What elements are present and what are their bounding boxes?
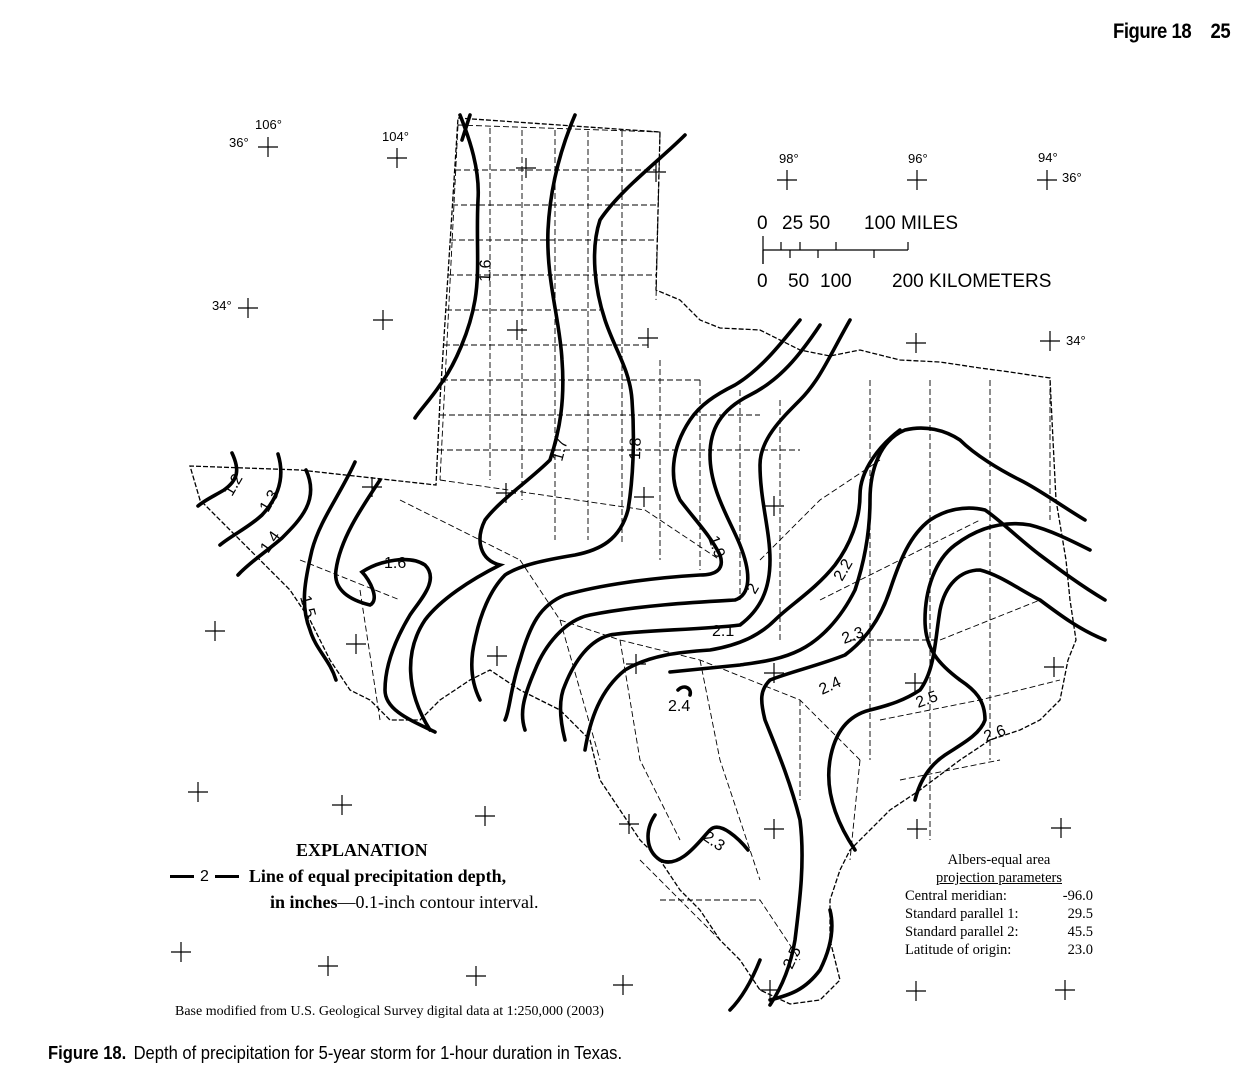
contour-label-1-7: 1.7 bbox=[549, 437, 572, 464]
contour-labels bbox=[220, 259, 1012, 972]
projection-subtitle: projection parameters bbox=[935, 870, 1062, 886]
contour-label-2: 2 bbox=[743, 580, 763, 597]
explanation-title: EXPLANATION bbox=[296, 840, 428, 860]
legend-unit: in inches bbox=[270, 892, 338, 912]
lat-label-36-west: 36° bbox=[229, 135, 249, 150]
projection-row bbox=[905, 905, 1093, 923]
projection-value: 23.0 bbox=[1067, 942, 1093, 958]
scale-mile-100: 100 MILES bbox=[864, 213, 958, 234]
contour-label-2-2: 2.2 bbox=[830, 556, 857, 584]
contour-label-2-3-south: 2.3 bbox=[699, 828, 728, 856]
scale-km-50: 50 bbox=[788, 271, 810, 292]
contour-label-2-5-south: 2.5 bbox=[780, 944, 806, 972]
scale-bar bbox=[763, 236, 908, 264]
contour-label-2-6: 2.6 bbox=[981, 722, 1009, 746]
projection-label: Standard parallel 1: bbox=[905, 906, 1019, 922]
projection-value: 29.5 bbox=[1067, 906, 1093, 922]
projection-row bbox=[905, 887, 1093, 905]
contour-2-4-loop bbox=[678, 687, 690, 695]
contour-label-1-6-west: 1.6 bbox=[384, 555, 407, 572]
contour-label-2-4-loop: 2.4 bbox=[668, 698, 691, 715]
county-boundaries bbox=[300, 125, 1060, 960]
base-source-note: Base modified from U.S. Geological Survey digital data at 1:250,000 (2003) bbox=[175, 1004, 604, 1019]
projection-title: Albers-equal area bbox=[947, 852, 1051, 868]
lon-label-94: 94° bbox=[1038, 150, 1058, 165]
page-number: 25 bbox=[1210, 20, 1230, 43]
figure-caption bbox=[48, 1043, 622, 1064]
contour-label-2-5: 2.5 bbox=[913, 688, 941, 712]
contour-label-1-2: 1.2 bbox=[220, 471, 247, 499]
contour-label-2-3: 2.3 bbox=[839, 624, 867, 648]
contour-label-1-9: 1.9 bbox=[704, 533, 728, 561]
scale-km-100: 100 bbox=[820, 271, 852, 292]
contour-2-6 bbox=[915, 524, 1090, 800]
contour-2-5 bbox=[829, 570, 1105, 850]
projection-label: Central meridian: bbox=[905, 888, 1007, 904]
contour-1-6-east bbox=[415, 115, 478, 418]
projection-parameters bbox=[905, 851, 1093, 959]
contour-2-3-south bbox=[648, 815, 748, 862]
projection-value: -96.0 bbox=[1062, 888, 1093, 904]
contour-1-8 bbox=[472, 135, 685, 700]
legend-text-line1: Line of equal precipitation depth, bbox=[248, 866, 507, 886]
legend-text-line2 bbox=[270, 892, 538, 913]
scale-mile-50: 50 bbox=[809, 213, 831, 234]
legend-sample-value: 2 bbox=[200, 867, 209, 885]
projection-value: 45.5 bbox=[1067, 924, 1093, 940]
figure-label: Figure 18 bbox=[1112, 20, 1191, 43]
contour-1-4 bbox=[238, 470, 311, 575]
contour-label-1-8: 1.8 bbox=[627, 437, 645, 461]
legend-line-swatch bbox=[170, 875, 194, 878]
projection-row bbox=[905, 923, 1093, 941]
scale-km-0: 0 bbox=[757, 271, 768, 292]
legend-interval: —0.1-inch contour interval. bbox=[337, 892, 539, 912]
legend-line-swatch bbox=[215, 875, 239, 878]
lat-label-36-east: 36° bbox=[1062, 170, 1082, 185]
projection-label: Latitude of origin: bbox=[905, 942, 1012, 958]
lon-label-104: 104° bbox=[382, 129, 409, 144]
contour-1-6-west bbox=[336, 480, 435, 732]
scale-labels bbox=[757, 213, 1051, 292]
contour-label-2-4: 2.4 bbox=[816, 673, 844, 699]
contour-label-1-5: 1.5 bbox=[296, 593, 319, 620]
lon-label-106: 106° bbox=[255, 117, 282, 132]
scale-km-200: 200 KILOMETERS bbox=[892, 271, 1052, 292]
contour-1-7 bbox=[411, 115, 575, 730]
contour-2-5-south bbox=[730, 910, 832, 1010]
lat-label-34-east: 34° bbox=[1066, 333, 1086, 348]
projection-label: Standard parallel 2: bbox=[905, 924, 1019, 940]
contour-label-1-3: 1.3 bbox=[256, 487, 283, 515]
caption-label: Figure 18. bbox=[48, 1043, 127, 1063]
contour-label-1-4: 1.4 bbox=[257, 528, 285, 557]
legend-sample bbox=[170, 866, 506, 887]
lon-label-96: 96° bbox=[908, 151, 928, 166]
contour-label-1-6-north: 1.6 bbox=[477, 259, 495, 283]
projection-row bbox=[905, 941, 1093, 959]
scale-mile-25: 25 bbox=[782, 213, 804, 234]
lat-label-34-west: 34° bbox=[212, 298, 232, 313]
contour-label-2-1: 2.1 bbox=[712, 623, 735, 640]
scale-mile-0: 0 bbox=[757, 213, 768, 234]
caption-text: Depth of precipitation for 5-year storm for 1-hour duration in Texas. bbox=[133, 1043, 623, 1063]
lon-label-98: 98° bbox=[779, 151, 799, 166]
